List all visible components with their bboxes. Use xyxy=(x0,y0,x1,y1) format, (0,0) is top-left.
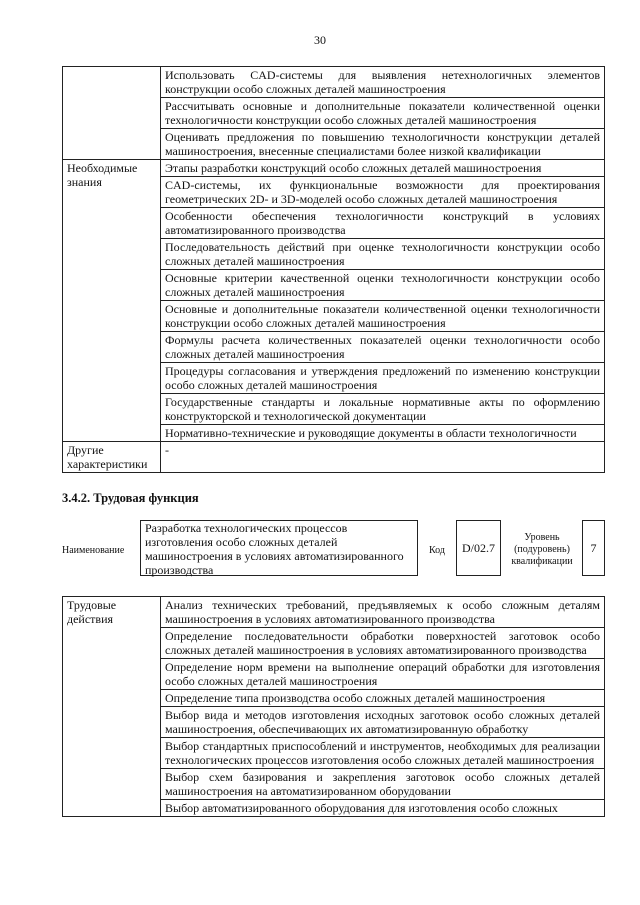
row-label-knowledge: Необходимые знания xyxy=(63,160,161,442)
row-label-actions: Трудовые действия xyxy=(63,597,161,817)
skills-knowledge-table xyxy=(62,66,605,473)
row-label xyxy=(63,67,161,160)
table-cell: Выбор схем базирования и закрепления заготовок особо сложных деталей машиностроения на автоматизированном оборудовании xyxy=(161,769,605,800)
table-cell: Особенности обеспечения технологичности конструкций в условиях автоматизированного производства xyxy=(161,208,605,239)
table-row xyxy=(63,160,605,177)
table-cell: - xyxy=(161,442,605,473)
table-cell: Выбор стандартных приспособлений и инструментов, необходимых для реализации технологических процессов изготовления особо сложных деталей машиностроения xyxy=(161,738,605,769)
qualification-level-label: Уровень (подуровень) квалификации xyxy=(511,532,573,567)
code-label: Код xyxy=(429,545,445,556)
table-cell: Использовать CAD-системы для выявления нетехнологичных элементов конструкции особо сложных деталей машиностроения xyxy=(161,67,605,98)
table-cell: Определение последовательности обработки поверхностей заготовок особо сложных деталей машиностроения в условиях автоматизированного производства xyxy=(161,628,605,659)
table-cell: Основные и дополнительные показатели количественной оценки технологичности конструкции особо сложных деталей машиностроения xyxy=(161,301,605,332)
table-cell: CAD-системы, их функциональные возможности для проектирования геометрических 2D- и 3D-моделей особо сложных деталей машиностроения xyxy=(161,177,605,208)
table-cell: Выбор автоматизированного оборудования для изготовления особо сложных xyxy=(161,800,605,817)
code-value-box: D/02.7 xyxy=(456,520,501,576)
table-row xyxy=(63,67,605,98)
table-cell: Государственные стандарты и локальные нормативные акты по оформлению конструкторской и технологической документации xyxy=(161,394,605,425)
table-cell: Этапы разработки конструкций особо сложных деталей машиностроения xyxy=(161,160,605,177)
table-row xyxy=(63,597,605,628)
section-heading: 3.4.2. Трудовая функция xyxy=(62,491,199,505)
page-number: 30 xyxy=(314,33,326,47)
function-name-box: Разработка технологических процессов изготовления особо сложных деталей машиностроения в условиях автоматизированного производства xyxy=(140,520,418,576)
table-cell: Последовательность действий при оценке технологичности конструкции особо сложных деталей машиностроения xyxy=(161,239,605,270)
qualification-level-box: 7 xyxy=(582,520,605,576)
name-label: Наименование xyxy=(62,545,125,556)
table-row xyxy=(63,442,605,473)
row-label-other: Другие характеристики xyxy=(63,442,161,473)
table-cell: Процедуры согласования и утверждения предложений по изменению конструкции особо сложных деталей машиностроения xyxy=(161,363,605,394)
labor-actions-table xyxy=(62,596,605,817)
table-cell: Выбор вида и методов изготовления исходных заготовок особо сложных деталей машиностроения, обеспечивающих их автоматизированную обработку xyxy=(161,707,605,738)
table-cell: Основные критерии качественной оценки технологичности конструкции особо сложных деталей машиностроения xyxy=(161,270,605,301)
table-cell: Оценивать предложения по повышению технологичности конструкции деталей машиностроения, внесенные специалистами более низкой квалификации xyxy=(161,129,605,160)
table-cell: Нормативно-технические и руководящие документы в области технологичности xyxy=(161,425,605,442)
table-cell: Формулы расчета количественных показателей оценки технологичности особо сложных деталей машиностроения xyxy=(161,332,605,363)
table-cell: Определение типа производства особо сложных деталей машиностроения xyxy=(161,690,605,707)
table-cell: Определение норм времени на выполнение операций обработки для изготовления особо сложных деталей машиностроения xyxy=(161,659,605,690)
table-cell: Рассчитывать основные и дополнительные показатели количественной оценки технологичности конструкции особо сложных деталей машиностроения xyxy=(161,98,605,129)
table-cell: Анализ технических требований, предъявляемых к особо сложным деталям машиностроения в условиях автоматизированного производства xyxy=(161,597,605,628)
